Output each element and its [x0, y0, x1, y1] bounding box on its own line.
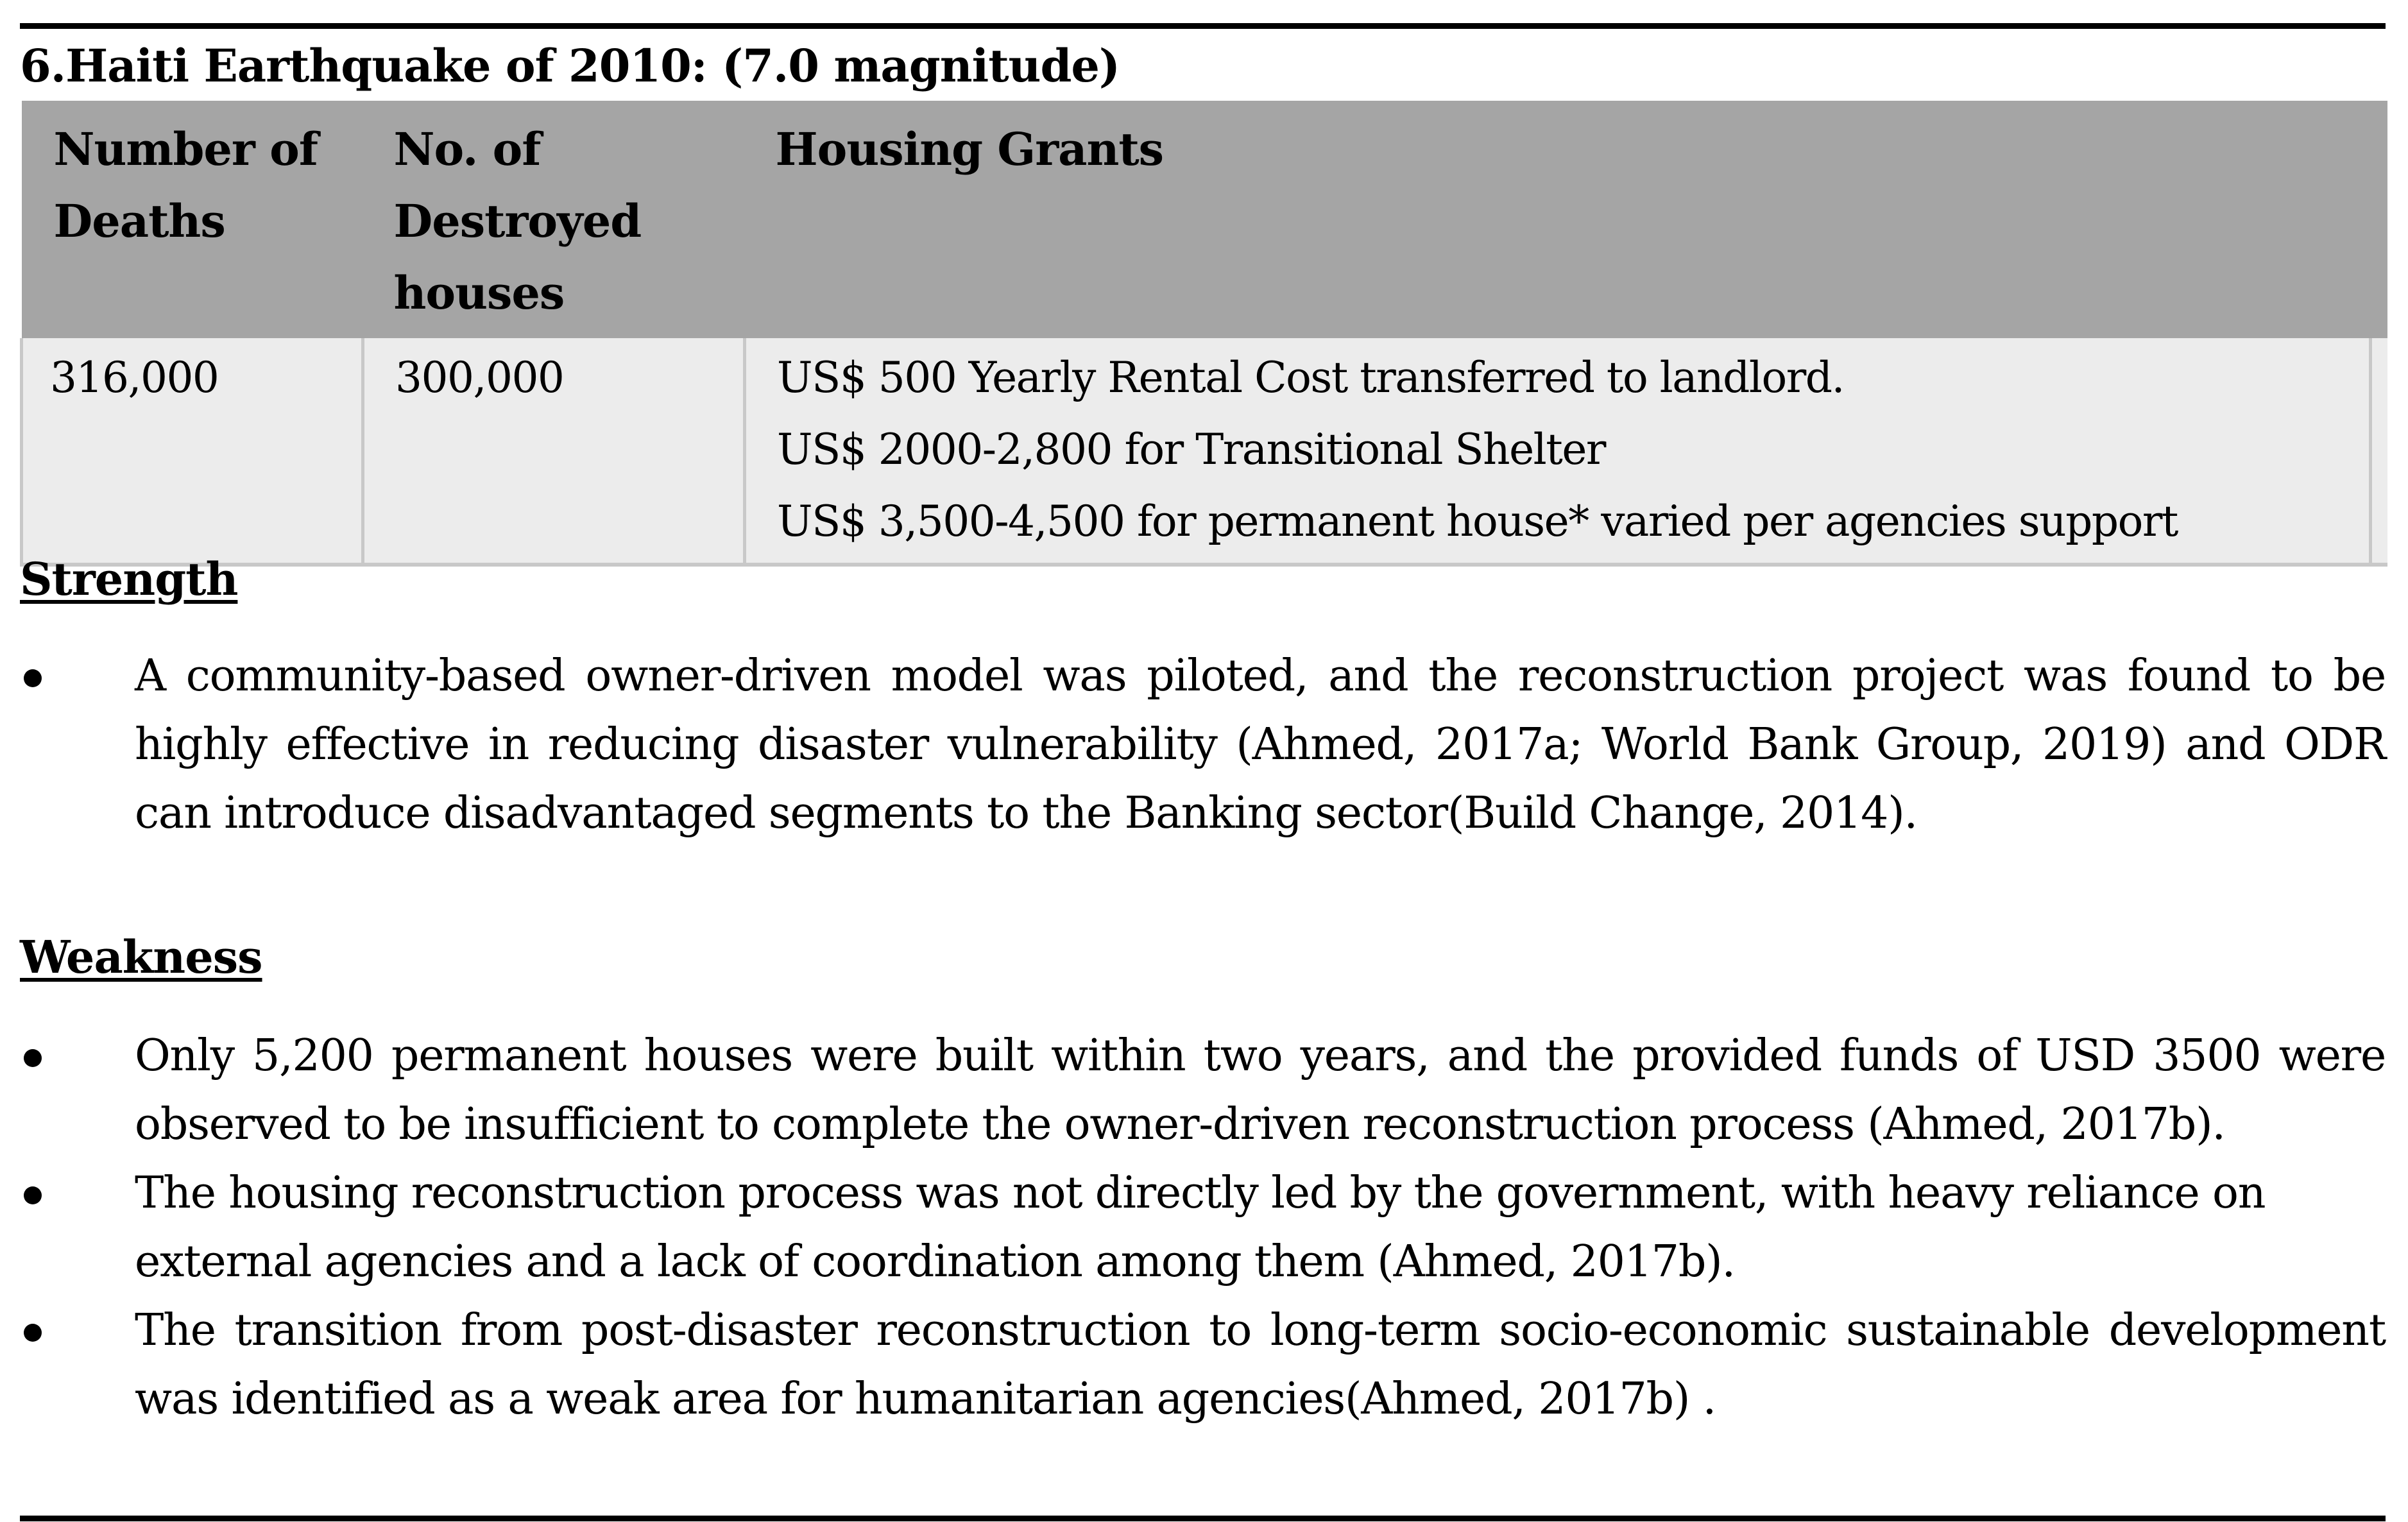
list-item: A community-based owner-driven model was piloted, and the reconstruction project was found to be highly effective in reducing disaster vulnerability (Ahmed, 2017a; World Bank Group, 2019) and ODR can introduce disadvantaged segments to the Banking sector(Build Change, 2014). — [20, 642, 2386, 848]
grant-transitional-shelter: US$ 2000-2,800 for Transitional Shelter — [777, 425, 1605, 474]
header-destroyed-houses: No. of Destroyed houses — [363, 101, 745, 338]
header-housing-grants: Housing Grants — [745, 101, 2387, 338]
bullet-icon — [24, 1049, 42, 1067]
list-item: The housing reconstruction process was not directly led by the government, with heavy reliance on external agencies and a lack of coordination among them (Ahmed, 2017b). — [20, 1159, 2386, 1296]
cell-housing-grants — [745, 338, 2371, 565]
list-item: Only 5,200 permanent houses were built within two years, and the provided funds of USD 3500 were observed to be insufficient to complete the owner-driven reconstruction process (Ahmed, 2017b). — [20, 1022, 2386, 1159]
list-item: The transition from post-disaster reconstruction to long-term socio-economic sustainable development was identified as a weak area for humanitarian agencies(Ahmed, 2017b) . — [20, 1296, 2386, 1433]
table-header-row — [22, 101, 2387, 338]
cell-empty — [2371, 338, 2387, 565]
bullet-icon — [24, 669, 42, 687]
bullet-icon — [24, 1186, 42, 1204]
strength-heading: Strength — [20, 552, 238, 606]
bullet-icon — [24, 1324, 42, 1342]
earthquake-data-table — [20, 101, 2387, 567]
strength-list — [20, 642, 2386, 848]
cell-destroyed-houses: 300,000 — [363, 338, 745, 565]
table-row — [22, 338, 2387, 565]
cell-deaths: 316,000 — [22, 338, 363, 565]
grant-rental: US$ 500 Yearly Rental Cost transferred to landlord. — [777, 353, 1844, 402]
weakness-list — [20, 1022, 2386, 1433]
top-rule — [20, 23, 2386, 29]
bottom-rule — [20, 1516, 2386, 1521]
section-title: 6.Haiti Earthquake of 2010: (7.0 magnitude) — [20, 39, 1120, 92]
grant-permanent-house: US$ 3,500-4,500 for permanent house* varied per agencies support — [777, 497, 2178, 546]
header-number-of-deaths: Number of Deaths — [22, 101, 363, 338]
weakness-heading: Weakness — [20, 930, 262, 984]
